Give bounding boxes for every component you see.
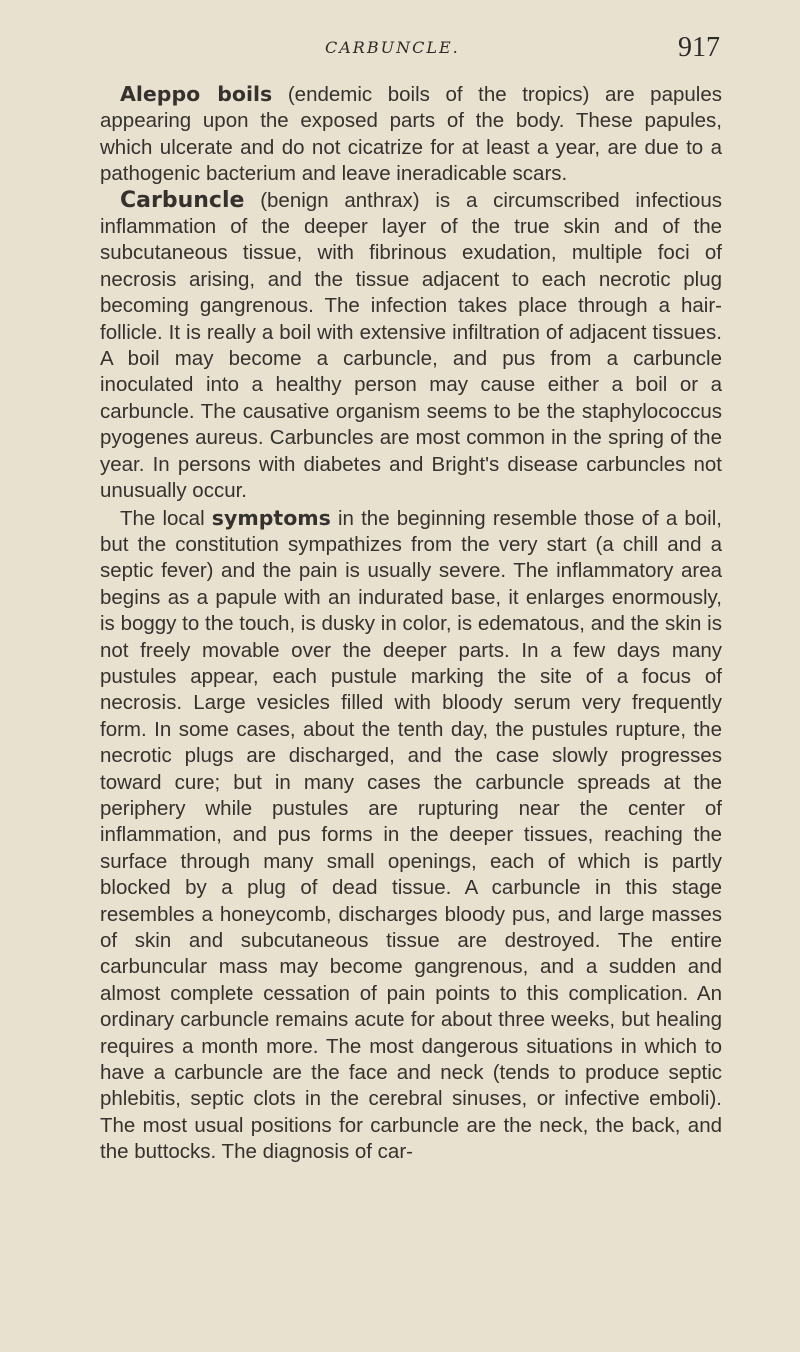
paragraph-aleppo-boils (100, 81, 722, 188)
paragraph-text: (endemic boils of the tropics) are papules appearing upon the exposed parts of the body. These papules, which ulcerate and do not cicatrize for at least a year, are due to a pathogenic bacterium and leave ineradicable scars. (100, 83, 722, 186)
term-carbuncle: Carbuncle (120, 187, 245, 213)
term-symptoms: symptoms (211, 505, 331, 530)
running-title: CARBUNCLE. (325, 38, 460, 57)
paragraph-carbuncle (100, 188, 722, 505)
paragraph-lead: The local (120, 506, 212, 530)
paragraph-text: (benign anthrax) is a circumscribed infectious inflammation of the deeper layer of the true skin and of the subcutaneous tissue, with fibrinous exudation, multiple foci of necrosis arising, and the tissue adjacent to each necrotic plug becoming gangrenous. The infection takes place through a hair-follicle. It is really a boil with extensive infiltration of adjacent tissues. A boil may become a carbuncle, and pus from a carbuncle inoculated into a healthy person may cause either a boil or a carbuncle. The causative organism seems to be the staphylococcus pyogenes aureus. Carbuncles are most common in the spring of the year. In persons with diabetes and Bright's disease carbuncles not unusually occur. (100, 188, 722, 503)
term-aleppo-boils: Aleppo boils (120, 82, 273, 106)
running-head (100, 32, 720, 72)
paragraph-text: in the beginning resemble those of a boil, but the constitution sympathizes from the very start (a chill and a septic fever) and the pain is usually severe. The inflammatory area begins as a papule with an indurated base, it enlarges enormously, is boggy to the touch, is dusky in color, is edematous, and the skin is not freely movable over the deeper parts. In a few days many pustules appear, each pustule marking the site of a focus of necrosis. Large vesicles filled with bloody serum very frequently form. In some cases, about the tenth day, the pustules rupture, the necrotic plugs are discharged, and the case slowly progresses toward cure; but in many cases the carbuncle spreads at the periphery while pustules are rupturing near the center of inflammation, and pus forms in the deeper tissues, reaching the surface through many small openings, each of which is partly blocked by a plug of dead tissue. A carbuncle in this stage resembles a honeycomb, discharges bloody pus, and large masses of skin and subcutaneous tissue are destroyed. The entire carbuncular mass may become gangrenous, and a sudden and almost complete cessation of pain points to this complication. An ordinary carbuncle remains acute for about three weeks, but healing requires a month more. The most dangerous situations in which to have a carbuncle are the face and neck (tends to produce septic phlebitis, septic clots in the cerebral sinuses, or infective emboli). The most usual positions for carbuncle are the neck, the back, and the buttocks. The diagnosis of car- (100, 506, 722, 1164)
paragraph-symptoms (100, 505, 722, 1166)
page-number: 917 (678, 32, 720, 63)
body-text (100, 81, 722, 1166)
